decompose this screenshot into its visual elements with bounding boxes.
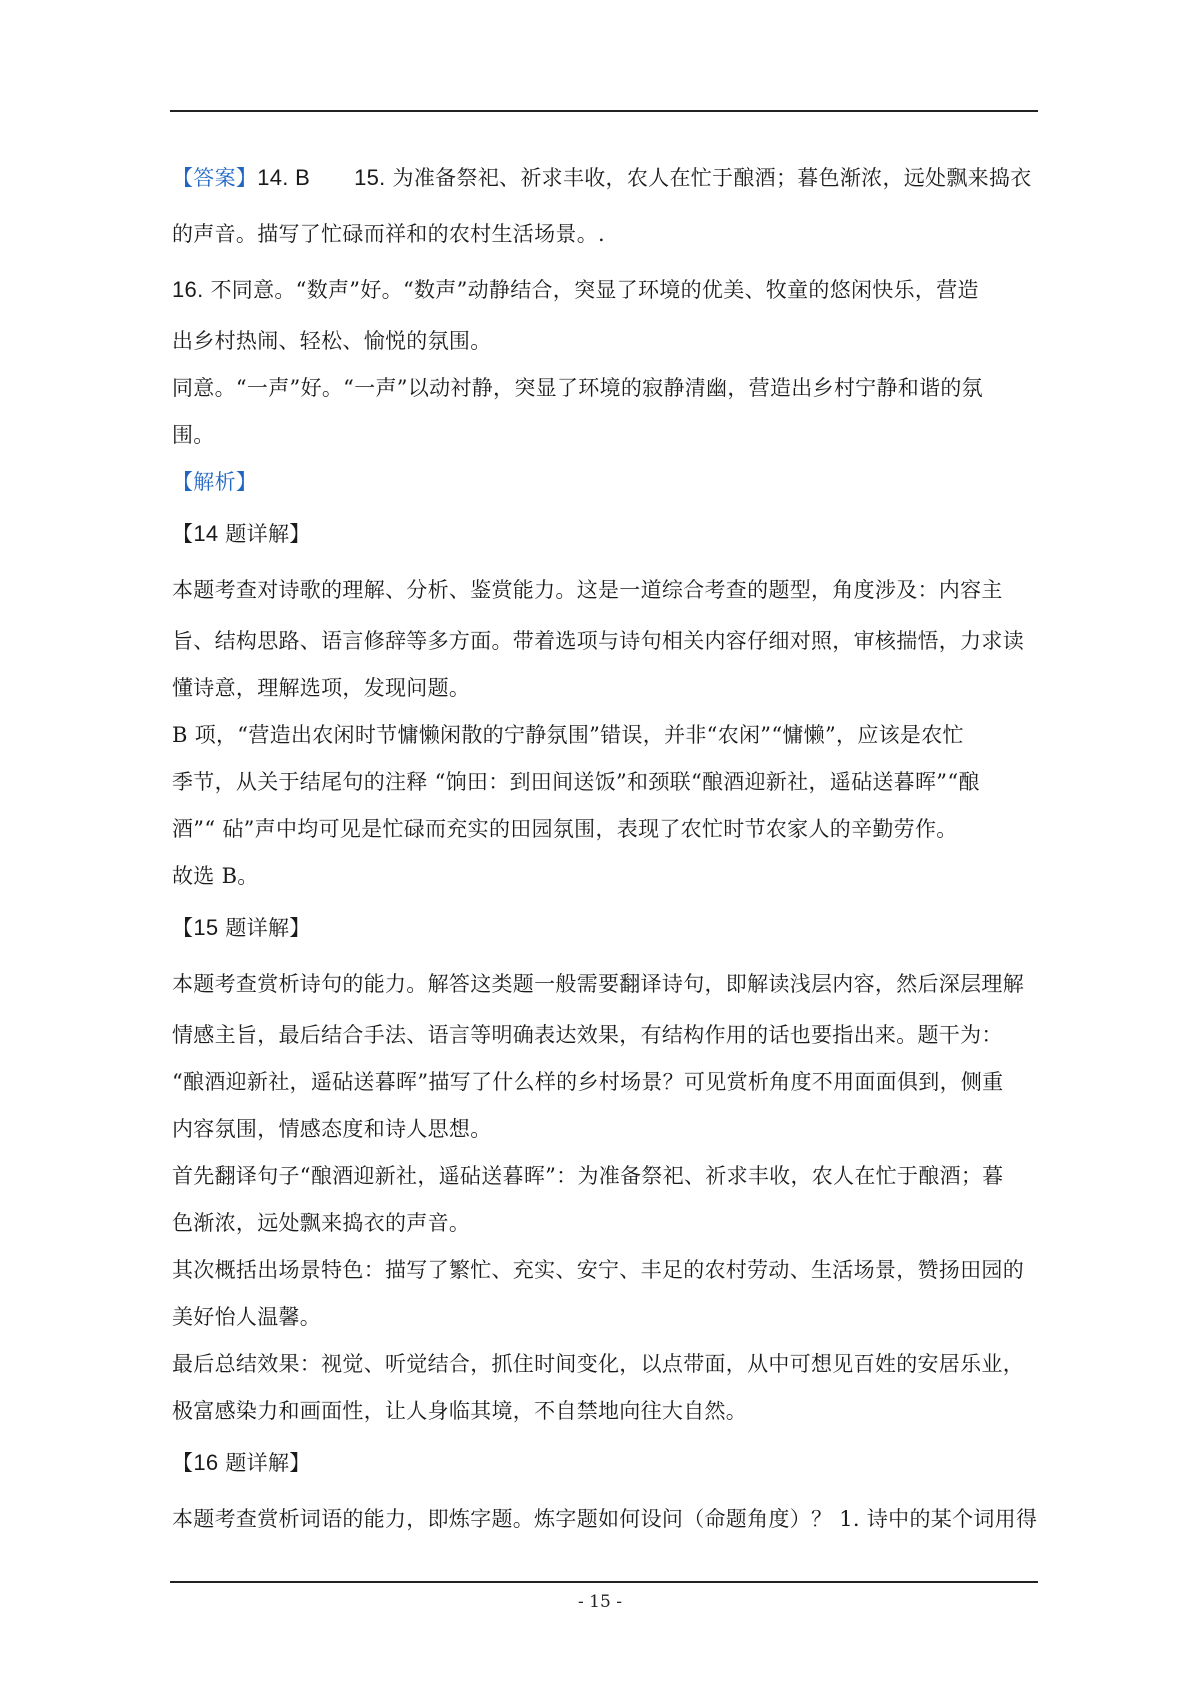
q14-paragraph-line: 故选 B。 — [172, 864, 259, 888]
answer-line-4 — [172, 318, 1038, 365]
q15-paragraph-line: 其次概括出场景特色：描写了繁忙、充实、安宁、丰足的农村劳动、生活场景，赞扬田园的 — [172, 1258, 1024, 1282]
q14-paragraph-line: B 项，“营造出农闲时节慵懒闲散的宁静氛围”错误，并非“农闲”“慵懒”，应该是农忙 — [172, 723, 964, 747]
answer-q15-text-1: 为准备祭祀、祈求丰收，农人在忙于酿酒；暮色渐浓，远处飘来捣衣 — [392, 166, 1032, 190]
answer-q16-text-1: 不同意。“数声”好。“数声”动静结合，突显了环境的优美、牧童的悠闲快乐，营造 — [210, 278, 979, 302]
analysis-tag: 【解析】 — [172, 470, 258, 494]
q15-paragraph-line: 美好怡人温馨。 — [172, 1305, 322, 1329]
q14-paragraph-line: 懂诗意，理解选项，发现问题。 — [172, 676, 471, 700]
q15-paragraph-line: 色渐浓，远处飘来捣衣的声音。 — [172, 1211, 471, 1235]
answer-tag: 【答案】 — [172, 166, 258, 190]
answer-q15-number: 15. — [354, 165, 386, 190]
answer-q16-text-2: 出乡村热闹、轻松、愉悦的氛围。 — [172, 329, 492, 353]
q15-paragraph-line: 内容氛围，情感态度和诗人思想。 — [172, 1117, 492, 1141]
answer-q15-text-2: 的声音。描写了忙碌而祥和的农村生活场景。. — [172, 222, 605, 246]
q15-paragraph-line: 极富感染力和画面性，让人身临其境，不自禁地向往大自然。 — [172, 1399, 748, 1423]
header-rule — [170, 110, 1038, 112]
q14-paragraph-line: 季节，从关于结尾句的注释 “饷田：到田间送饭”和颈联“酿酒迎新社，遥砧送暮晖”“酿 — [172, 770, 980, 794]
answer-line-2 — [172, 206, 1038, 262]
q15-paragraph-line: 本题考查赏析诗句的能力。解答这类题一般需要翻译诗句，即解读浅层内容，然后深层理解 — [172, 972, 1024, 996]
answer-line-1 — [172, 150, 1038, 206]
q16-heading-number: 16 — [193, 1450, 219, 1475]
q14-paragraph-line: 旨、结构思路、语言修辞等多方面。带着选项与诗句相关内容仔细对照，审核揣悟，力求读 — [172, 629, 1024, 653]
q14-paragraph-line: 酒”“ 砧”声中均可见是忙碌而充实的田园氛围，表现了农忙时节农家人的辛勤劳作。 — [172, 817, 958, 841]
q15-paragraph-line: 情感主旨，最后结合手法、语言等明确表达效果，有结构作用的话也要指出来。题干为： — [172, 1023, 1003, 1047]
q16-paragraph-line: 本题考查赏析词语的能力，即炼字题。炼字题如何设问（命题角度）？ 1. 诗中的某个词用得 — [172, 1507, 1038, 1531]
q15-heading-number: 15 — [193, 915, 219, 940]
analysis-line — [172, 459, 1038, 506]
q14-heading: 【14 题详解】 — [172, 521, 311, 546]
q14-paragraph-line: 本题考查对诗歌的理解、分析、鉴赏能力。这是一道综合考查的题型，角度涉及：内容主 — [172, 578, 1003, 602]
footer-rule — [170, 1581, 1038, 1583]
answer-q16-text-3: 同意。“一声”好。“一声”以动衬静，突显了环境的寂静清幽，营造出乡村宁静和谐的氛 — [172, 376, 983, 400]
q14-heading-number: 14 — [193, 521, 219, 546]
answer-line-3 — [172, 262, 1038, 318]
q15-paragraph-line: “酿酒迎新社，遥砧送暮晖”描写了什么样的乡村场景？可见赏析角度不用面面俱到，侧重 — [172, 1070, 1004, 1094]
q15-paragraph-line: 首先翻译句子“酿酒迎新社，遥砧送暮晖”：为准备祭祀、祈求丰收，农人在忙于酿酒；暮 — [172, 1164, 1004, 1188]
q15-paragraph-line: 最后总结效果：视觉、听觉结合，抓住时间变化，以点带面，从中可想见百姓的安居乐业， — [172, 1352, 1024, 1376]
answer-q16-text-4: 围。 — [172, 423, 215, 447]
answer-q16-number: 16. — [172, 277, 204, 302]
page-number: - 15 - — [578, 1592, 622, 1612]
answer-line-6 — [172, 412, 1038, 459]
q15-heading: 【15 题详解】 — [172, 915, 311, 940]
q16-heading: 【16 题详解】 — [172, 1450, 311, 1475]
answer-line-5 — [172, 365, 1038, 412]
document-body — [172, 150, 1038, 1547]
answer-q14: 14. B — [257, 165, 311, 190]
